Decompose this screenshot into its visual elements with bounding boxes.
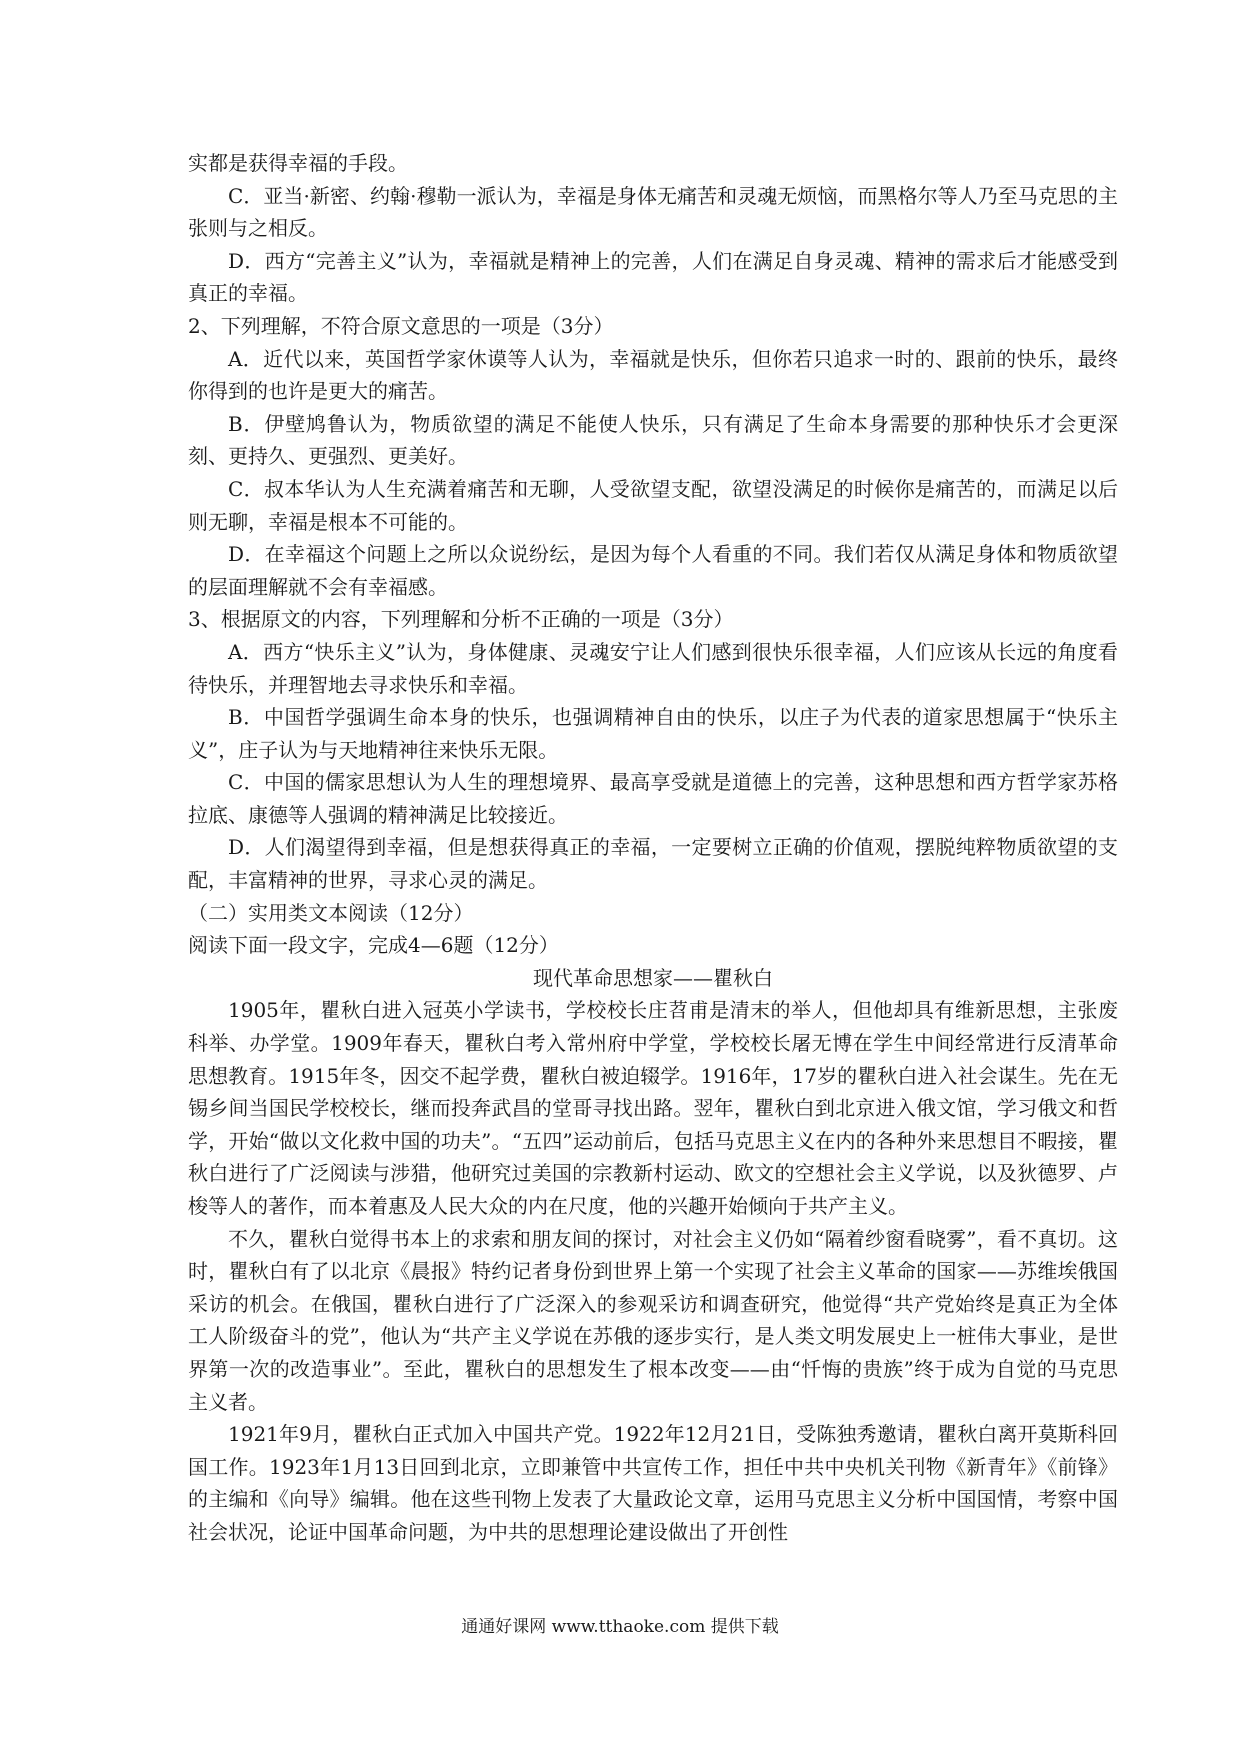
document-body	[188, 147, 1118, 1549]
q2-option-b: B．伊壁鸠鲁认为，物质欲望的满足不能使人快乐，只有满足了生命本身需要的那种快乐才会更深刻、更持久、更强烈、更美好。	[188, 411, 1118, 469]
page-footer: 通通好课网 www.tthaoke.com 提供下载	[461, 1617, 779, 1637]
article-paragraph-3: 1921年9月，瞿秋白正式加入中国共产党。1922年12月21日，受陈独秀邀请，瞿秋白离开莫斯科回国工作。1923年1月13日回到北京，立即兼管中共宣传工作，担任中共中央机关刊物《新青年》《前锋》的主编和《向导》编辑。他在这些刊物上发表了大量政论文章，运用马克思主义分析中国国情，考察中国社会状况，论证中国革命问题，为中共的思想理论建设做出了开创性	[188, 1422, 1118, 1544]
reading-instruction: 阅读下面一段文字，完成4—6题（12分）	[188, 933, 559, 958]
question-3-stem: 3、根据原文的内容，下列理解和分析不正确的一项是（3分）	[188, 607, 734, 632]
article-paragraph-2: 不久，瞿秋白觉得书本上的求索和朋友间的探讨，对社会主义仍如“隔着纱窗看晓雾”，看不真切。这时，瞿秋白有了以北京《晨报》特约记者身份到世界上第一个实现了社会主义革命的国家——苏维埃俄国采访的机会。在俄国，瞿秋白进行了广泛深入的参观采访和调查研究，他觉得“共产党始终是真正为全体工人阶级奋斗的党”，他认为“共产主义学说在苏俄的逐步实行，是人类文明发展史上一桩伟大事业，是世界第一次的改造事业”。至此，瞿秋白的思想发生了根本改变——由“忏悔的贵族”终于成为自觉的马克思主义者。	[188, 1226, 1118, 1414]
q3-option-d: D．人们渴望得到幸福，但是想获得真正的幸福，一定要树立正确的价值观，摆脱纯粹物质欲望的支配，丰富精神的世界，寻求心灵的满足。	[188, 835, 1118, 893]
article-title: 现代革命思想家——瞿秋白	[533, 965, 773, 990]
q2-option-d: D．在幸福这个问题上之所以众说纷纭，是因为每个人看重的不同。我们若仅从满足身体和物质欲望的层面理解就不会有幸福感。	[188, 542, 1118, 599]
question-2-stem: 2、下列理解，不符合原文意思的一项是（3分）	[188, 313, 614, 338]
q2-option-a: A．近代以来，英国哲学家休谟等人认为，幸福就是快乐，但你若只追求一时的、跟前的快乐，最终你得到的也许是更大的痛苦。	[188, 346, 1118, 404]
article-paragraph-1: 1905年，瞿秋白进入冠英小学读书，学校校长庄苕甫是清末的举人，但他却具有维新思想，主张废科举、办学堂。1909年春天，瞿秋白考入常州府中学堂，学校校长屠无博在学生中间经常进行反清革命思想教育。1915年冬，因交不起学费，瞿秋白被迫辍学。1916年，17岁的瞿秋白进入社会谋生。先在无锡乡间当国民学校校长，继而投奔武昌的堂哥寻找出路。翌年，瞿秋白到北京进入俄文馆，学习俄文和哲学，开始“做以文化救中国的功夫”。“五四”运动前后，包括马克思主义在内的各种外来思想目不暇接，瞿秋白进行了广泛阅读与涉猎，他研究过美国的宗教新村运动、欧文的空想社会主义学说，以及狄德罗、卢梭等人的著作，而本着惠及人民大众的内在尺度，他的兴趣开始倾向于共产主义。	[188, 998, 1118, 1218]
q3-option-c: C．中国的儒家思想认为人生的理想境界、最高享受就是道德上的完善，这种思想和西方哲学家苏格拉底、康德等人强调的精神满足比较接近。	[188, 770, 1118, 827]
paragraph-continuation: 实都是获得幸福的手段。	[188, 151, 408, 175]
section-heading: （二）实用类文本阅读（12分）	[188, 900, 474, 925]
q2-option-c: C．叔本华认为人生充满着痛苦和无聊，人受欲望支配，欲望没满足的时候你是痛苦的，而满足以后则无聊，幸福是根本不可能的。	[188, 476, 1118, 534]
q1-option-d: D．西方“完善主义”认为，幸福就是精神上的完善，人们在满足自身灵魂、精神的需求后才能感受到真正的幸福。	[188, 248, 1118, 306]
q1-option-c: C．亚当·新密、约翰·穆勒一派认为，幸福是身体无痛苦和灵魂无烦恼，而黑格尔等人乃至马克思的主张则与之相反。	[188, 183, 1118, 241]
q3-option-b: B．中国哲学强调生命本身的快乐，也强调精神自由的快乐，以庄子为代表的道家思想属于“快乐主义”，庄子认为与天地精神往来快乐无限。	[188, 705, 1118, 762]
q3-option-a: A．西方“快乐主义”认为，身体健康、灵魂安宁让人们感到很快乐很幸福，人们应该从长远的角度看待快乐，并理智地去寻求快乐和幸福。	[188, 639, 1118, 697]
